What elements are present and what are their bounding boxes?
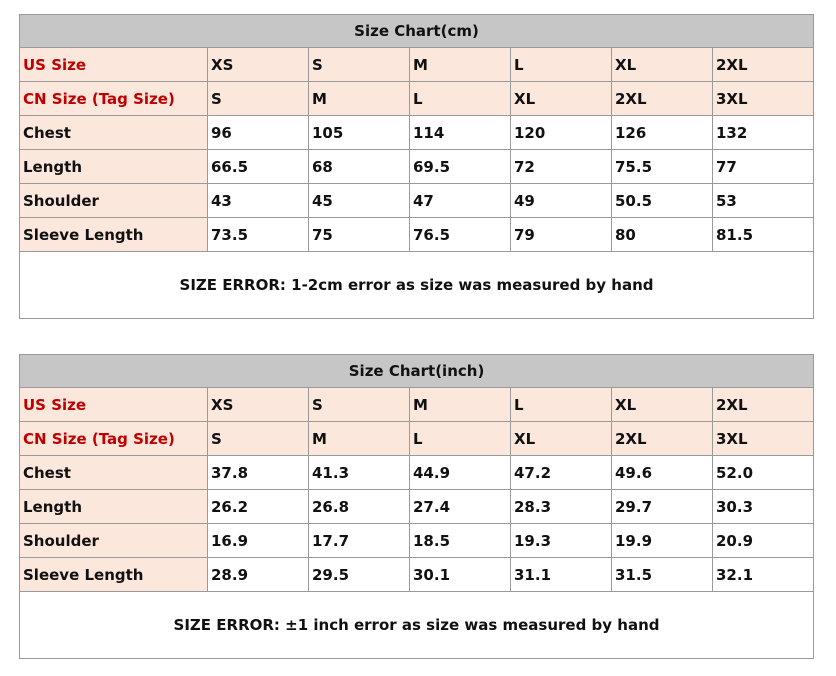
value-cell: 96 [208,116,309,150]
size-cell: L [410,422,511,456]
value-cell: 49.6 [612,456,713,490]
row-label: Shoulder [20,524,208,558]
value-cell: 66.5 [208,150,309,184]
value-cell: 45 [309,184,410,218]
value-cell: 41.3 [309,456,410,490]
size-cell: 2XL [612,82,713,116]
size-cell: XL [511,82,612,116]
row-label: Sleeve Length [20,558,208,592]
size-cell: L [511,388,612,422]
measure-row [20,150,814,184]
size-cell: XL [511,422,612,456]
value-cell: 53 [713,184,814,218]
size-cell: S [208,422,309,456]
value-cell: 19.3 [511,524,612,558]
row-label: CN Size (Tag Size) [20,82,208,116]
value-cell: 80 [612,218,713,252]
us-size-row [20,388,814,422]
value-cell: 76.5 [410,218,511,252]
value-cell: 114 [410,116,511,150]
value-cell: 105 [309,116,410,150]
value-cell: 31.1 [511,558,612,592]
value-cell: 26.8 [309,490,410,524]
value-cell: 44.9 [410,456,511,490]
size-cell: L [410,82,511,116]
value-cell: 81.5 [713,218,814,252]
measure-row [20,116,814,150]
row-label: US Size [20,48,208,82]
value-cell: 16.9 [208,524,309,558]
size-cell: 2XL [612,422,713,456]
size-cell: S [309,48,410,82]
row-label: US Size [20,388,208,422]
value-cell: 77 [713,150,814,184]
value-cell: 37.8 [208,456,309,490]
value-cell: 32.1 [713,558,814,592]
size-cell: 3XL [713,422,814,456]
value-cell: 126 [612,116,713,150]
row-label: Shoulder [20,184,208,218]
chart-title: Size Chart(cm) [20,15,814,48]
row-label: Length [20,490,208,524]
value-cell: 30.3 [713,490,814,524]
size-cell: S [309,388,410,422]
size-cell: M [410,388,511,422]
value-cell: 75 [309,218,410,252]
row-label: Sleeve Length [20,218,208,252]
size-cell: M [309,82,410,116]
size-error-note: SIZE ERROR: ±1 inch error as size was measured by hand [20,592,814,659]
measure-row [20,456,814,490]
measure-row [20,490,814,524]
us-size-row [20,48,814,82]
size-chart-cm [19,14,814,319]
value-cell: 28.9 [208,558,309,592]
size-cell: XL [612,388,713,422]
size-cell: S [208,82,309,116]
size-cell: M [309,422,410,456]
value-cell: 47.2 [511,456,612,490]
value-cell: 26.2 [208,490,309,524]
value-cell: 20.9 [713,524,814,558]
measure-row [20,218,814,252]
value-cell: 73.5 [208,218,309,252]
chart-title: Size Chart(inch) [20,355,814,388]
value-cell: 49 [511,184,612,218]
size-error-note: SIZE ERROR: 1-2cm error as size was measured by hand [20,252,814,319]
row-label: Chest [20,116,208,150]
value-cell: 27.4 [410,490,511,524]
cn-size-row [20,422,814,456]
value-cell: 30.1 [410,558,511,592]
value-cell: 19.9 [612,524,713,558]
value-cell: 17.7 [309,524,410,558]
size-cell: 2XL [713,48,814,82]
size-cell: XS [208,48,309,82]
size-cell: 3XL [713,82,814,116]
value-cell: 28.3 [511,490,612,524]
row-label: Chest [20,456,208,490]
value-cell: 75.5 [612,150,713,184]
value-cell: 50.5 [612,184,713,218]
value-cell: 68 [309,150,410,184]
size-cell: L [511,48,612,82]
measure-row [20,524,814,558]
value-cell: 120 [511,116,612,150]
value-cell: 72 [511,150,612,184]
measure-row [20,184,814,218]
value-cell: 79 [511,218,612,252]
size-cell: XL [612,48,713,82]
row-label: CN Size (Tag Size) [20,422,208,456]
cn-size-row [20,82,814,116]
value-cell: 29.5 [309,558,410,592]
value-cell: 69.5 [410,150,511,184]
size-cell: 2XL [713,388,814,422]
value-cell: 47 [410,184,511,218]
measure-row [20,558,814,592]
value-cell: 52.0 [713,456,814,490]
size-cell: XS [208,388,309,422]
value-cell: 29.7 [612,490,713,524]
value-cell: 43 [208,184,309,218]
row-label: Length [20,150,208,184]
value-cell: 31.5 [612,558,713,592]
size-chart-inch [19,354,814,659]
value-cell: 132 [713,116,814,150]
value-cell: 18.5 [410,524,511,558]
size-cell: M [410,48,511,82]
